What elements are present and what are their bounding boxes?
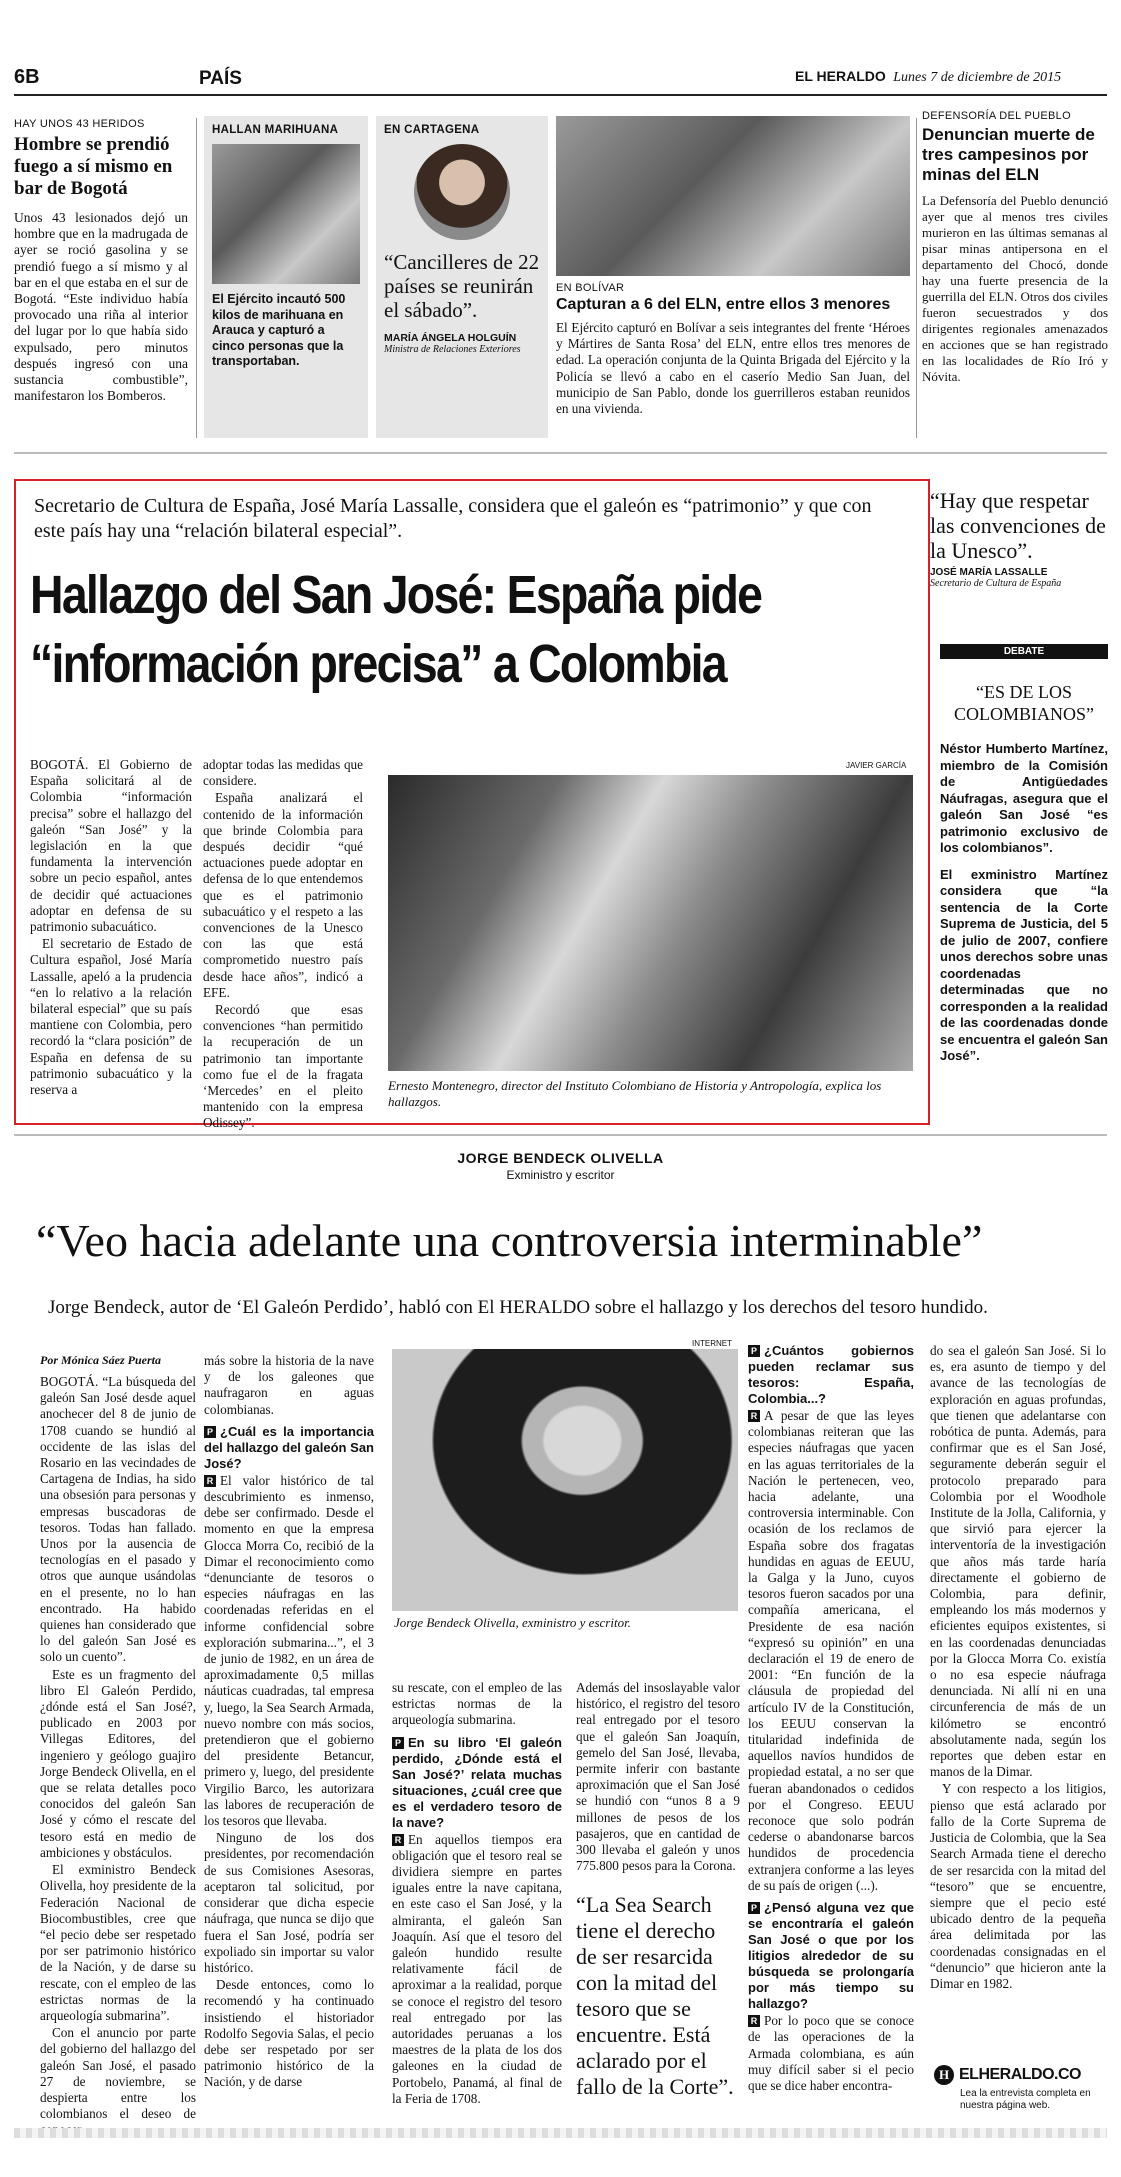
side-quote-role: Secretario de Cultura de España bbox=[930, 578, 1062, 589]
interview-col-4 bbox=[576, 1680, 740, 2100]
promo-logo: ELHERALDO.CO bbox=[959, 2066, 1081, 2083]
paper-name: EL HERALDO bbox=[795, 68, 886, 84]
brief-body: La Defensoría del Pueblo denunció ayer que al menos tres civiles murieron en las últimas semanas al pisar minas antipersona en el departamento del Chocó, donde hay una fuerte presencia de la guerrilla del ELN. Otros dos civiles fueron secuestrados y dos dirigentes regionales amenazados en acciones que se han registrado en las localidades de Río Iró y Nóvita. bbox=[922, 193, 1108, 384]
interview-col-6 bbox=[930, 1343, 1106, 1993]
debate-body bbox=[940, 741, 1108, 1065]
interview-col-2 bbox=[204, 1353, 374, 2092]
question-text: ¿Pensó alguna vez que se encontraría el galeón San José o que por los litigios alrededor de su búsqueda se prolongaría por más tiempo su hallazgo? bbox=[748, 1900, 914, 2012]
pull-quote: “La Sea Search tiene el derecho de ser resarcida con la mitad del tesoro que se encuentre. Está aclarado por el fallo de la Corte”. bbox=[576, 1892, 734, 2100]
masthead-date bbox=[795, 68, 1061, 86]
interview-answer bbox=[392, 1832, 562, 2107]
interview-paragraph: Ninguno de los dos presidentes, por recomendación de sus Comisiones Asesoras, aceptaron tal solicitud, por considerar que dicha especie náufraga, que nunca se dijo que fuera el San José, podría ser expoliado sin importar su valor histórico. bbox=[204, 1830, 374, 1975]
interview-question bbox=[204, 1424, 374, 1472]
interview-col-5 bbox=[748, 1343, 914, 2095]
main-paragraph: BOGOTÁ. El Gobierno de España solicitará al de Colombia “información precisa” sobre el hallazgo del galeón “San José” y la legislación en la que fundamenta la intervención sobre un pecio español, antes de decidir qué actuaciones adoptar en defensa de su patrimonio subacuático. bbox=[30, 757, 192, 935]
bendeck-photo-caption: Jorge Bendeck Olivella, exministro y escritor. bbox=[394, 1615, 631, 1630]
interview-col-3 bbox=[392, 1680, 562, 2108]
main-paragraph: El secretario de Estado de Cultura español, José María Lassalle, apeló a la prudencia “en lo relativo a la relación bilateral especial” que su país mantiene con Colombia, pero recordó la “clara posición” de España en defensa de su patrimonio subacuático y la reserva a bbox=[30, 936, 192, 1098]
interview-answer bbox=[204, 1473, 374, 1829]
brief-defensoria bbox=[922, 110, 1108, 385]
debate-paragraph: El exministro Martínez considera que “la sentencia de la Corte Suprema de Justicia, del 5 de julio de 2007, confiere unos derechos sobre unas coordenadas determinadas que no corresponden a la realidad de las coordenadas donde se encuentra el galeón San José”. bbox=[940, 866, 1108, 1063]
brief-kicker: DEFENSORÍA DEL PUEBLO bbox=[922, 110, 1071, 122]
promo-row bbox=[934, 2065, 1108, 2085]
answer-marker: R bbox=[748, 2015, 760, 2027]
interview-paragraph: su rescate, con el empleo de las estrictas normas de la arqueología submarina. bbox=[392, 1680, 562, 1728]
interview-deck: Jorge Bendeck, autor de ‘El Galeón Perdido’, habló con El HERALDO sobre el hallazgo y los derechos del tesoro hundido. bbox=[48, 1297, 988, 1318]
header-rule bbox=[14, 94, 1107, 96]
author-role: Exministro y escritor bbox=[506, 1168, 615, 1182]
question-marker: P bbox=[392, 1737, 404, 1749]
main-photo-caption: Ernesto Montenegro, director del Instituto Colombiano de Historia y Antropología, explica los hallazgos. bbox=[388, 1078, 882, 1109]
interview-paragraph: Desde entonces, como lo recomendó y ha continuado insistiendo el historiador Rodolfo Segovia Salas, el pecio debe ser respetado por ser patrimonio histórico de la Nación, y de darse bbox=[204, 1977, 374, 2090]
interview-paragraph: El exministro Bendeck Olivella, hoy presidente de la Federación Nacional de Biocombustibles, cree que “el pecio debe ser respetado por ser patrimonio histórico de la Nación, y de darse su rescate, con el empleo de las estrictas normas de la arqueología submarina”. bbox=[40, 1862, 196, 2023]
answer-text: En aquellos tiempos era obligación que el tesoro real se dividiera siempre en partes iguales entre la nave capitana, en este caso el San José, y la almiranta, el galeón San Joaquín. Así que el tesoro del galeón hundido resulte relativamente fácil de aproximar a la realidad, porque se conoce el registro del tesoro real entregado por las autoridades peruanas a los maestres de la plata de los dos galeones en la ciudad de Portobelo, Panamá, al final de la Feria de 1708. bbox=[392, 1831, 562, 2106]
answer-text: El valor histórico de tal descubrimiento es inmenso, debe ser confirmado. Desde el momento en que la empresa Glocca Morra Co, recibió de la Dimar el reconocimiento como “denunciante de tesoros o especies náufragas en las coordenadas referidas en el informe confidencial sobre exploración submarina...”, el 3 de junio de 1982, en un área de aproximadamente 0,5 millas náuticas cuadradas, tal empresa y, luego, la Sea Search Armada, nuevo nombre con más socios, pretendieron que el gobierno del presidente Betancur, primero y, luego, del presidente Virgilio Barco, les autorizara las labores de recuperación de los tesoros que llevaba. bbox=[204, 1472, 374, 1829]
interview-question bbox=[392, 1735, 562, 1831]
question-marker: P bbox=[204, 1426, 216, 1438]
side-quote-text: “Hay que respetar las convenciones de la Unesco”. bbox=[930, 488, 1106, 563]
answer-marker: R bbox=[204, 1475, 216, 1487]
interview-col-1 bbox=[40, 1353, 196, 2140]
interview-answer bbox=[748, 2013, 914, 2094]
brief-kicker: EN BOLÍVAR bbox=[556, 282, 625, 294]
interview-question bbox=[748, 1900, 914, 2012]
main-headline-2: “información precisa” a Colombia bbox=[30, 634, 726, 694]
brief-kicker: HAY UNOS 43 HERIDOS bbox=[14, 118, 145, 130]
question-text: En su libro ‘El galeón perdido, ¿Dónde está el San José?’ relata muchas situaciones, ¿cuál cree que es el verdadero tesoro de la nave? bbox=[392, 1734, 562, 1830]
interview-answer bbox=[748, 1408, 914, 1894]
section-rule bbox=[14, 1134, 1107, 1136]
interview-paragraph: Con el anuncio por parte del gobierno del hallazgo del galeón San José, el pasado 27 de noviembre, se despierta entre los colombianos el deseo de bbox=[40, 2025, 196, 2122]
brief-kicker: HALLAN MARIHUANA bbox=[212, 124, 339, 136]
byline: Por Mónica Sáez Puerta bbox=[40, 1353, 162, 1367]
debate-sidebar bbox=[940, 644, 1108, 1075]
debate-label: DEBATE bbox=[940, 644, 1108, 659]
quote-name: MARÍA ÁNGELA HOLGUÍN bbox=[384, 332, 517, 344]
brief-kicker: EN CARTAGENA bbox=[384, 124, 480, 136]
interview-headline: “Veo hacia adelante una controversia interminable” bbox=[36, 1215, 983, 1266]
marihuana-photo bbox=[212, 144, 360, 284]
photo-credit: JAVIER GARCÍA bbox=[846, 761, 907, 770]
question-marker: P bbox=[748, 1345, 760, 1357]
main-col-2 bbox=[203, 757, 363, 1133]
interview-paragraph: más sobre la historia de la nave y de los galeones que naufragaron en aguas colombianas. bbox=[204, 1353, 374, 1417]
brief-body: Unos 43 lesionados dejó un hombre que en la madrugada de ayer se roció gasolina y se prendió fuego a sí mismo y al bar en el que estaba en el sur de Bogotá. “Este individuo había provocado una riña al interior del lugar por lo que había sido expulsado, pero minutos después ingresó con una sustancia combustible”, manifestaron los Bomberos. bbox=[14, 210, 188, 404]
portrait-avatar bbox=[414, 144, 510, 240]
brief-quote: “Cancilleres de 22 países se reunirán el sábado”. bbox=[384, 250, 540, 322]
heraldo-h-icon: H bbox=[934, 2065, 954, 2085]
interview-paragraph: Este es un fragmento del libro El Galeón Perdido, ¿dónde está el San José?, publicado en 2003 por Villegas Editores, del ingeniero y geólogo guajiro Jorge Bendeck Olivella, en el que se relata detalles poco conocidos del galeón San José y cómo el rescate del tesoro está en medio de ambiciones y obstáculos. bbox=[40, 1666, 196, 1860]
promo-text: Lea la entrevista completa en nuestra página web. bbox=[960, 2088, 1091, 2111]
interview-paragraph: do sea el galeón San José. Si lo es, era asunto de tiempo y del avance de las tecnologías de exploración en aguas profundas, que tienen que adelantarse con robótica de punta. Además, para confirmar que es el San José, seguramente deberán seguir el protocolo preparado para Colombia por el Woodhole Institute de la Jolla, California, y que sirvió para ejercer la interventoría de la investigación que años más tarde haría directamente el gobierno de Colombia, para definir, empleando los más modernos y eficientes equipos existentes, si en las coordenadas denunciadas por la Glocca Morra Co. existía o no esa especie náufraga denunciada. Ni allí ni en una circunferencia de más de un kilómetro se encontró absolutamente nada, según los reportes que deben estar en manos de la Dimar. bbox=[930, 1343, 1106, 1780]
main-paragraph: España analizará el contenido de la información que brinde Colombia para después decidir “qué actuaciones puede adoptar en defensa de lo que entendemos que es el patrimonio subacuático y el respeto a las convenciones de la Unesco con las que está comprometido nuestro país desde hace años”, indicó a EFE. bbox=[203, 790, 363, 1000]
web-promo[interactable] bbox=[934, 2065, 1108, 2112]
interview-paragraph: Además del insoslayable valor histórico, el registro del tesoro real entregado por el tesoro que el galeón San Joaquín, gemelo del San José, llevaba, permite inferir con bastante aproximación que el San José se hundió con “unos 8 a 9 millones de pesos de los pasajeros, que en cantidad de 300 llevaba el galeón y unos 775.800 pesos para la Corona. bbox=[576, 1680, 740, 1874]
debate-title: “ES DE LOS COLOMBIANOS” bbox=[953, 682, 1094, 724]
brief-title: Denuncian muerte de tres campesinos por minas del ELN bbox=[922, 125, 1095, 184]
bendeck-photo bbox=[392, 1349, 738, 1611]
eln-photo bbox=[556, 116, 910, 276]
brief-eln bbox=[556, 116, 910, 417]
page-number: 6B bbox=[14, 66, 40, 88]
answer-text: A pesar de que las leyes colombianas reiteran que las especies náufragas que yacen en las aguas territoriales de la Nación le pertenecen, veo, hacia adelante, una controversia interminable. Con ocasión de los reclamos de España sobre dos fragatas hundidas en aguas de EEUU, la Galga y la Juno, cuyos tesoros fueron sacados por una compañía americana, el Presidente de esa nación “expresó su opinión” en una declaración el 19 de enero de 2001: “En función de la cláusula de propiedad del artículo IV de la Constitución, los EEUU conservan la titularidad indefinida de aquellos navíos hundidos de propiedad estatal, a no ser que fueran abandonados o cedidos por el Congreso. EEUU reconoce que solo podrán cederse o abandonarse barcos hundidos de procedencia extranjera conforme a las leyes de su país de origen (...). bbox=[748, 1408, 914, 1893]
question-text: ¿Cuál es la importancia del hallazgo del galeón San José? bbox=[204, 1423, 374, 1471]
brief-title: Capturan a 6 del ELN, entre ellos 3 menores bbox=[556, 296, 891, 313]
debate-paragraph: Néstor Humberto Martínez, miembro de la Comisión de Antigüedades Náufragas, asegura que el galeón San José “es patrimonio exclusivo de los colombianos”. bbox=[940, 741, 1108, 855]
side-quote bbox=[930, 488, 1108, 589]
section-name: PAÍS bbox=[199, 68, 242, 89]
author-tag bbox=[0, 1150, 1121, 1182]
author-name: JORGE BENDECK OLIVELLA bbox=[457, 1150, 664, 1166]
answer-text: Por lo poco que se conoce de las operaciones de la Armada colombiana, es aún muy difícil saber si el pecio que se dice haber encontra- bbox=[748, 2013, 914, 2093]
question-marker: P bbox=[748, 1902, 760, 1914]
brief-body: El Ejército capturó en Bolívar a seis integrantes del frente ‘Héroes y Mártires de Santa Rosa’ del ELN, entre ellos tres menores de edad. La operación conjunta de la Quinta Brigada del Ejército y la Policía se llevó a cabo en el caserío Medio San Juan, del municipio de San Pablo, donde los guerrilleros estaban reunidos en una vivienda. bbox=[556, 320, 910, 417]
brief-marihuana bbox=[204, 116, 368, 438]
brief-cartagena bbox=[376, 116, 548, 438]
section-rule bbox=[14, 452, 1107, 454]
main-headline-1: Hallazgo del San José: España pide bbox=[30, 565, 762, 625]
brief-divider bbox=[916, 118, 917, 438]
main-col-1 bbox=[30, 757, 192, 1099]
main-paragraph: adoptar todas las medidas que considere. bbox=[203, 757, 363, 789]
main-photo bbox=[388, 775, 913, 1071]
bottom-rule bbox=[14, 2128, 1107, 2138]
main-paragraph: Recordó que esas convenciones “han permitido la recuperación de un patrimonio tan importante como fue el de la fragata ‘Mercedes’ en el pleito mantenido con la empresa Odissey”. bbox=[203, 1002, 363, 1131]
question-text: ¿Cuántos gobiernos pueden reclamar sus tesoros: España, Colombia...? bbox=[748, 1343, 914, 1406]
interview-paragraph: Y con respecto a los litigios, pienso que está aclarado por fallo de la Corte Suprema de Justicia de Colombia, que la Sea Search Armada tiene el derecho de ser resarcida con la mitad del “tesoro” que se encuentre, siempre que el pecio esté ubicado dentro de la pequeña área delimitada por las coordenadas consignadas en el “denuncio” que hicieron ante la Dimar en 1982. bbox=[930, 1781, 1106, 1991]
brief-title: Hombre se prendió fuego a sí mismo en bar de Bogotá bbox=[14, 134, 173, 199]
interview-question bbox=[748, 1343, 914, 1407]
date: Lunes 7 de diciembre de 2015 bbox=[893, 70, 1062, 85]
main-deck: Secretario de Cultura de España, José María Lassalle, considera que el galeón es “patrimonio” y que con este país hay una “relación bilateral especial”. bbox=[34, 495, 872, 542]
interview-paragraph: BOGOTÁ. “La búsqueda del galeón San José desde aquel anochecer del 8 de junio de 1708 cuando se hundió al occidente de las islas del Rosario en las vecindades de Cartagena de Indias, ha sido una obsesión para personas y empresas buscadoras de tesoros. Todas han fallado. Unos por la ausencia de tecnologías en el pasado y otros que aunque usándolas en el presente, no lo han encontrado. Ha habido quienes han considerado que lo del galeón San José es solo un cuento”. bbox=[40, 1374, 196, 1665]
brief-divider bbox=[196, 118, 197, 438]
answer-marker: R bbox=[748, 1410, 760, 1422]
brief-caption: El Ejército incautó 500 kilos de marihuana en Arauca y capturó a cinco personas que la transportaban. bbox=[212, 292, 346, 368]
brief-fire bbox=[14, 118, 188, 404]
answer-marker: R bbox=[392, 1834, 404, 1846]
quote-role: Ministra de Relaciones Exteriores bbox=[384, 344, 521, 355]
side-quote-name: JOSÉ MARÍA LASSALLE bbox=[930, 567, 1048, 578]
photo-credit: INTERNET bbox=[692, 1339, 732, 1348]
